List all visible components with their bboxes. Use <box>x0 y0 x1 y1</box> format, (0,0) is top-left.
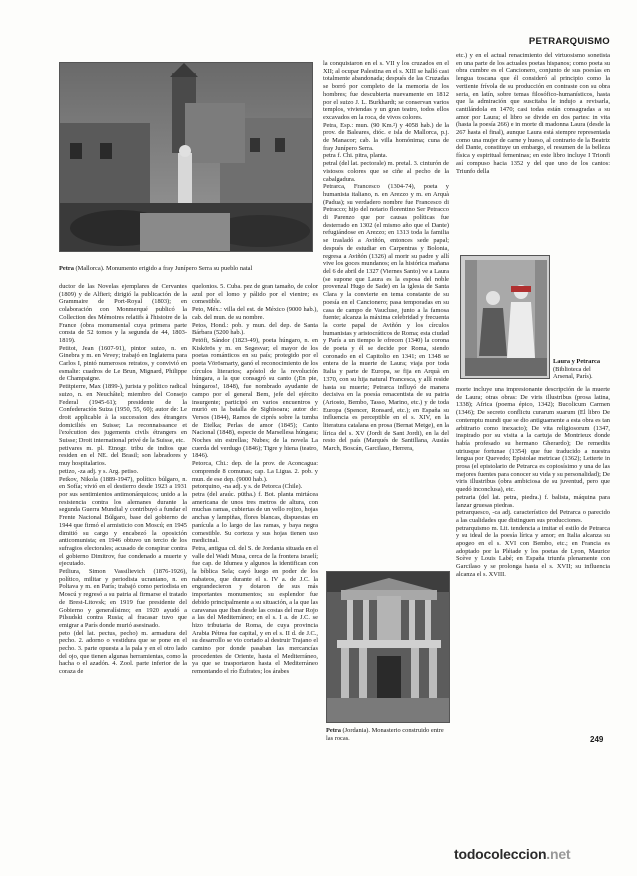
col2-entry-0: quelonios. 5. Cuba. pez de gran tamaño, de color azul por el lomo y pálido por el vientre; es comestible. <box>192 283 318 306</box>
text-column-2 <box>192 283 318 740</box>
photo-petra-jordania-image <box>327 572 450 723</box>
col1-entry-6: Petliura, Simon Vassilievich (1876-1926), político, militar y periodista ucraniano, n. en Poltava y m. en París; trabajó como periodista en Moscú y regresó a su patria al firmarse el tratado de Brest-Litovsk; en 1919 fue presidente del Gobierno y generalísimo; en 1920 ayudó a Pilsudski contra Rusia; al fracasar tuvo que emigrar a París donde murió asesinado. <box>59 568 187 629</box>
photo-laura-petrarca-image <box>461 256 550 379</box>
col3-entry-2: petra f. Chi. pitra, planta. <box>323 152 388 160</box>
page-header: PETRARQUISMO <box>528 36 610 47</box>
col4-bottom-entry-3: petrarquismo m. Lit. tendencia a imitar el estilo de Petrarca y su ideal de la poesía lírica y amor; en Italia alcanza su apogeo en el s. XVI con Bembo, etc.; en Francia es adoptado por la Pléiade y los poetas de Lyon, Maurice Scève y Louis Labé; en España triunfa plenamente con Garcilaso y se prolonga hasta el s. XVII; su influencia alcanza el s. XVIII. <box>456 524 610 578</box>
caption-laura-petrarca-bold: Laura y Petrarca <box>553 358 601 365</box>
col4-top-entry-0: etc.) y en el actual renacimiento del virtuosismo sonetista en una parte de los actuales poetas hispanos; como poeta su obra cumbre es el Cancionero, conjunto de sus poesías en lengua toscana que él consideró al principio como la vertiente frívola de su producción en contraste con su obra seria, en latín, sobre temas filosófico-humanísticos, hasta que la admiración que suscitaba le indujo a revisarla, cantilándola en 1470; casi todas están consagradas a su amor por Laura; el libro se divide en dos partes: in vita (hasta la poesía 266) e in morte di madonna Laura (desde la 267 hasta el final), aunque Laura está siempre representada como una mujer de carne y hueso, al contrario de la Beatriz del Dante, constituye un embargo, el resumen de la belleza física y espiritual femeninas; en este libro incluye I Trionfi así compuso hacia 1352 y del que uno de los cantos: Triunfo della <box>456 52 610 175</box>
col1-entry-5: Petkov, Nikola (1889-1947), político búlgaro, n. en Sofía; vivió en el destierro desde 1923 a 1931 por sus sentimientos antimonárquicos; unido a la resistencia contra los alemanes durante la segunda Guerra Mundial y contribuyó a fundar el Frente Nacional Búlgaro, base del gobierno de 1944 que firmó el armisticio con Moscú; en 1945 dimitió su cargo y encabezó la oposición anticomunista; en 1946 obtuvo un tercio de los sufragios electorales; acusado de conspirar contra el gobierno Dimitrov, fue condenado a muerte y ejecutado. <box>59 475 187 568</box>
text-column-4-bottom <box>456 386 610 732</box>
caption-petra-jordania-bold: Petra <box>326 727 341 734</box>
col3-entry-1: Petra, Esp.: mun. (90 Km.²) y 4058 hab.) de la prov. de Baleares, dióc. e isla de Mallorca, p.j. de Manacor; cab. la villa homónima; cuna de fray Junípero Serra. <box>323 121 449 152</box>
text-column-4-top <box>456 52 610 252</box>
col2-entry-2: Petos, Hond.: pob. y mun. del dep. de Santa Bárbara (5200 hab.). <box>192 321 318 337</box>
col4-bottom-entry-1: petraria (del lat. petra, piedra.) f. balista, máquina para lanzar gruesas piedras. <box>456 493 610 509</box>
text-column-3 <box>323 60 449 568</box>
photo-petra-mallorca-image <box>60 63 313 252</box>
col3-entry-4: Petrarca, Francesco (1304-74), poeta y humanista italiano, n. en Arezzo y m. en Arquà (Padua); su verdadero nombre fue Francesco di Petracco; hijo del notario florentino Ser Petracco di Parenzo que por causas políticas fue desterrado en 1302 (el mismo año que el Dante) refugiándose en Arezzo; en 1313 toda la familia se trasladó a Aviñón, entonces sede papal; después de estudiar en Carpentras y Bolonia, regresa a Aviñón (1326) al morir su padre y allí vive los goces mundanos; en la histórica mañana del 6 de abril de 1327 (Viernes Santo) ve a Laura (se supone que Laura es la esposa del noble provenzal Hugo de Sade) en la iglesia de Santa Clara y la convierte en tema constante de su poesía en el Cancionero; pasa temporadas en su casa de campo de Vaucluse, junto a la famosa fuente; alcanza la máxima celebridad y frecuenta la corte papal de Aviñón y los círculos humanistas y aristocráticos de Roma; esta ciudad y París a un tiempo le ofrecen (1340) la corona de poeta y él se decide por Roma, siendo coronado en el Capitolio en 1341; en 1348 se entera de la muerte de Laura; viaja por toda Italia y parte de Europa, se fija en Arquà en 1370, con su hija natural Francesca, y allí reside hasta su muerte; Petrarca influyó de manera decisiva en la poesía renacentista de su patria (Ariosto, Bembo, Tasso, Marino, etc.) y de toda Europa (Spencer, Ronsard, etc.); en España su influencia es perceptible en el s. XIV, en la literatura catalana en prosa (Bernat Metge), en la lírica del s. XV (Jordi de Sant Jordi), en la del resto del país (Marqués de Santillana, Ausiàs March, Boscán, Garcilaso, Herrera, <box>323 183 449 453</box>
text-column-1 <box>59 283 187 740</box>
watermark-tld: .net <box>546 846 571 862</box>
col1-entry-3: petivares m. pl. Etnogr. tribu de indios que residen en el NE. del Brasil; son labradores y muy hospitalarios. <box>59 444 187 468</box>
caption-petra-mallorca-text: (Mallorca). Monumento erigido a fray Junípero Serra su pueblo natal <box>73 265 253 272</box>
col4-bottom-entry-0: morte incluye una impresionante descripción de la muerte de Laura; otras obras: De viris illustribus (prosa latina, 1338); Africa (poema épico, 1342); Bucolicum Carmen (1346); De secreto conflictu curarum suarum (El libro De contemptu mundi que se dio antiguamente a esta obra es tan arbitrario como inexacto); De vita religiosorum (1347, inspirado por su visita a la cartuja de Montrieux donde había profesado su hermano Gherardo); De remediis utriusque fortunae (1354) que fue traducido a nuestra lengua por Quevedo; Epistolae metricae (1362); Letterte in prosa (el epistolario de Petrarca es copiosísimo y una de las mejores fuentes para conocer su vida y su personalidad); De viris illustribus (obra ambiciosa de su juventud, pero que quedó inconclusa), etc. <box>456 386 610 494</box>
caption-laura-petrarca-text: (Biblioteca del Arsenal, París). <box>553 365 593 381</box>
col1-entry-7: peto (del lat. pectus, pecho) m. armadura del pecho. 2. adorno o vestidura que se pone en el pecho. 3. parte opuesta a la pala y en el otro lado del ojo, que tienen algunas herramientas, como la hacha o el azadón. 4. Zool. parte inferior de la coraza de <box>59 629 187 676</box>
caption-laura-petrarca <box>553 358 613 381</box>
photo-petra-mallorca <box>59 62 313 252</box>
photo-laura-petrarca <box>460 255 550 379</box>
col3-entry-0: la conquistaron en el s. VII y los cruzados en el XII; al ocupar Palestina en el s. XIII se halló casi totalmente abandonada; después de las Cruzadas se borró por completo de la memoria de los hombres; fue descubierta nuevamente en 1812 por el suizo J. L. Burkhardt; se conservan varios templos, viviendas y un gran teatro, todos ellos excavados en la roca, de vivos colores. <box>323 60 449 121</box>
watermark-brand: todocoleccion <box>454 846 547 862</box>
col3-entry-3: petral (del lat. pectorale) m. pretal. 3. cinturón de vistosos colores que se ciñe al pecho de la cabalgadura. <box>323 160 449 183</box>
col1-entry-4: petizo, -za adj. y s. Arg. petiso. <box>59 467 139 475</box>
col2-entry-1: Peto, Méx.: villa del est. de México (9000 hab.), cab. del mun. de su nombre. <box>192 306 318 321</box>
col2-entry-7: Petra, antigua cd. del S. de Jordania situada en el valle del Wadi Musa, cerca de la frontera israelí; fue cap. de Idumea y algunos la identifican con la bíblica Sela; cayó luego en poder de los nabateos, que durante el s. IV a. de J.C. la engrandecieron y dotaron de sus más importantes monumentos; su esplendor fue debido principalmente a su situación, a la que las caravanas que iban desde las costas del mar Rojo a las del Mediterráneo; en el s. I a. de J.C. se hizo tributaria de Roma, de cuya provincia Arabia Pétrea fue capital, y en el s. II d. de J.C., su desarrollo se vio cortado al destruir Trajano el camino por donde pasaban las mercancías procedentes de Oriente, hasta el Mediterráneo, ya que se trasportaron hasta el Mediterráneo remontando el río Éufrates; los árabes <box>192 544 318 676</box>
watermark-logo <box>454 846 570 862</box>
col2-entry-6: petra (del araúc. pütha.) f. Bot. planta mirtácea americana de unos tres metros de altura, con muchas ramas, cubiertas de un vello rojizo, hojas anchas y lampiñas, flores blancas, dispuestas en panícula a lo largo de las ramas, y baya negra comestible. Su corteza y sus hojas tienen uso medicinal. <box>192 490 318 545</box>
col2-entry-5: petorquino, -na adj. y s. de Petorca (Chile). <box>192 483 303 491</box>
col1-entry-0: ductor de las Novelas ejemplares de Cervantes (1809) y de Alfieri; dirigió la publicación de la Grammaire de Port-Royal (1803); en colaboración con Monmerqué publicó la Collection des Mémoires relatifs à l'histoire de la France (obra monumental cuya primera parte consta de 52 tomos y la segunda de 44, 1803-1819). <box>59 283 187 344</box>
col2-entry-3: Petöfi, Sándor (1823-49), poeta húngaro, n. en Kiskörös y m. en Segesvar; el mayor de los poetas románticos en su país; protegido por el poeta Vörösmarty, ganó el reconocimiento de los círculos literarios; apóstol de la revolución húngara, a la que consagró su canto (¡En pie, húngaros!, 1848), fue nombrado ayudante de campo por el general Bem, jefe del ejército insurgente; participó en varios encuentros y murió en la batalla de Sighisoara; autor de: Versos (1844), Ramos de ciprés sobre la tumba de Etelka; Perlas de amor (1845); Canto Nacional (1848), especie de Marsellesa húngara; Noches sin estrellas; Nubes; de la novela La cuerda del verdugo (1846); Tigre y hiena (teatro, 1846). <box>192 336 318 460</box>
photo-petra-jordania <box>326 571 450 723</box>
caption-petra-mallorca <box>59 265 359 273</box>
col1-entry-1: Petitot, Jean (1607-91), pintor suizo, n. en Ginebra y m. en Vevey; trabajó en Inglaterra para Carlos I, pintó numerosos retratos, y convivió en esmalte: cuadros de Le Brun, Mignard, Philippe de Champaigne. <box>59 344 187 383</box>
caption-petra-mallorca-bold: Petra <box>59 265 74 272</box>
col2-entry-4: Petorca, Chi.: dep. de la prov. de Aconcagua: comprende 8 comunas; cap. La Ligua. 2. pob. y mun. de ese dep. (9000 hab.). <box>192 460 318 483</box>
col1-entry-2: Petitpierre, Max (1899-), jurista y político radical suizo, n. en Neuchâtel; miembro del Consejo Federal (1945-61); presidente de la Confederación Suiza (1950, 55, 60); autor de: Le droit applicable à la succession des étrangers domiciliés en Suisse; La reconnaissance et l'exécution des jugements civils étrangers en Suisse; Droit international privé de la Suisse, etc. <box>59 383 187 445</box>
page-number: 249 <box>590 735 604 744</box>
caption-petra-jordania <box>326 727 450 742</box>
caption-petra-jordania-text: (Jordania). Monasterio construido entre las rocas. <box>326 727 444 742</box>
col4-bottom-entry-2: petrarquesco, -ca adj. característico del Petrarca o parecido a las cualidades que distinguen sus producciones. <box>456 509 610 524</box>
